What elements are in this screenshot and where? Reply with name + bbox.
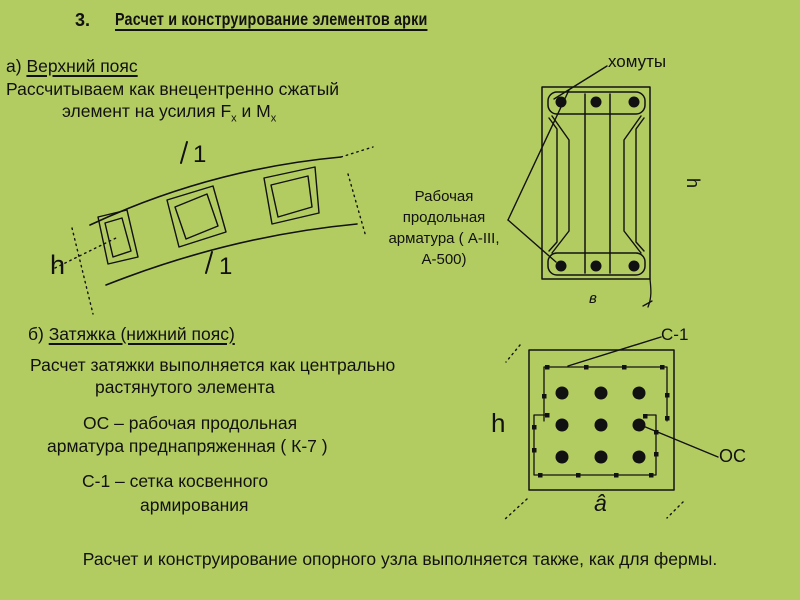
- tie-height-label: h: [491, 408, 506, 438]
- mesh-c1-label: С-1: [661, 325, 689, 344]
- section-mark-top-label: 1: [193, 141, 207, 168]
- strand-oc-label: ОС: [719, 446, 746, 466]
- tie-width-label: â: [594, 490, 607, 516]
- forces-text-mid: и M: [236, 101, 271, 121]
- section-mark-bottom-tick: [206, 252, 212, 273]
- corner-dotted-mark-topleft: [506, 345, 520, 362]
- oc-definition-line1: ОС – рабочая продольная: [83, 413, 298, 433]
- concrete-outline: [542, 87, 650, 279]
- stirrups-label: хомуты: [608, 52, 667, 71]
- stirrups-leader-line: [554, 66, 607, 99]
- dimension-extension-tick: [643, 301, 652, 306]
- slide-number: 3.: [75, 10, 91, 30]
- rebar-label-line3: арматура ( А-III,: [388, 230, 500, 247]
- section-a-heading-text: Верхний пояс: [26, 56, 138, 76]
- tie-cross-section: [491, 337, 718, 520]
- section-mark-top-tick: [181, 142, 187, 163]
- page-title-wrap: [115, 9, 496, 30]
- longitudinal-bars: [556, 97, 640, 272]
- section-a-body-line1: Рассчитываем как внецентренно сжатый: [6, 79, 340, 99]
- forces-text: элемент на усилия F: [62, 101, 232, 121]
- section-b-body-line1: Расчет затяжки выполняется как центрально: [30, 355, 396, 375]
- rebar-label-line2: продольная: [402, 209, 486, 226]
- top-chord-height-label: h: [683, 178, 703, 189]
- rebar-label: [366, 186, 522, 270]
- left-flange-profile-outer: [549, 118, 557, 251]
- right-flange-profile-outer: [636, 118, 644, 251]
- arch-dotted-cut-right: [348, 174, 366, 237]
- footer-note: Расчет и конструирование опорного узла выполняется также, как для фермы.: [82, 549, 718, 569]
- force-sub-x1: x: [231, 112, 237, 125]
- section-b-heading: [28, 324, 235, 345]
- arch-dotted-extension-top: [341, 147, 373, 157]
- section-a-body-line2: [62, 101, 276, 130]
- left-flange-profile-inner: [552, 116, 569, 253]
- top-chord-cross-section: [508, 66, 703, 307]
- mesh-leader-line: [568, 337, 661, 366]
- corner-dotted-mark-bottomright: [667, 502, 683, 518]
- section-mark-bottom-label: 1: [219, 253, 233, 280]
- rebar-label-line1: Рабочая: [414, 188, 474, 205]
- page-title: Расчет и конструирование элементов арки: [115, 9, 428, 29]
- arch-opening-right: [264, 167, 319, 224]
- section-a-heading: [6, 56, 138, 77]
- section-a-prefix: а): [6, 56, 27, 76]
- section-b-prefix: б): [28, 324, 49, 344]
- arch-opening-middle: [167, 186, 226, 247]
- force-sub-x2: x: [270, 112, 277, 125]
- arch-dotted-mark-left-1: [72, 228, 93, 314]
- right-flange-profile-inner: [624, 116, 641, 253]
- c1-definition-line2: армирования: [140, 495, 249, 515]
- rebar-label-line4: А-500): [421, 251, 467, 268]
- arch-sketch: [50, 141, 373, 314]
- oc-definition-line2: арматура преднапряженная ( К-7 ): [47, 436, 328, 456]
- corner-dotted-mark-bottomleft: [504, 499, 527, 520]
- section-b-body-line2: растянутого элемента: [95, 377, 275, 397]
- arch-height-label: h: [50, 250, 66, 280]
- prestressing-strands: [556, 387, 646, 464]
- section-b-heading-text: Затяжка (нижний пояс): [48, 324, 235, 344]
- top-chord-width-label: в: [589, 290, 597, 307]
- c1-definition-line1: С-1 – сетка косвенного: [82, 471, 269, 491]
